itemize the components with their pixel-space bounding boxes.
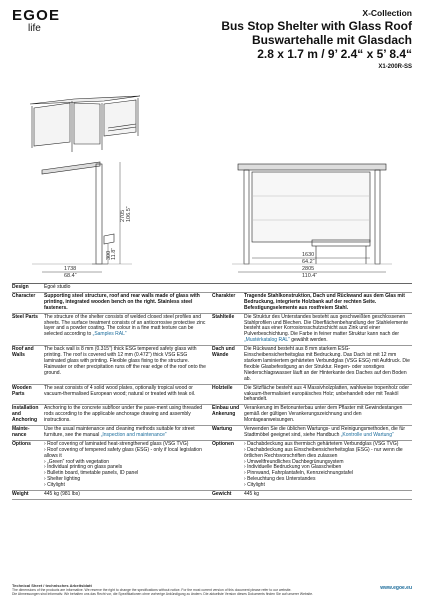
logo-subtext: life	[28, 23, 41, 34]
table-row-steel-parts	[12, 313, 412, 346]
row-text-en: The seat consists of 4 solid wood plates, optionally tropical wood or vacuum-thermalised European wood; natural or treated with teak oil.	[44, 384, 196, 397]
row-text-de-body: Die Struktur des Unterstandes besteht aus geschweißten geschlossenen Stahlprofilen und Blechen. Die Oberflächenbehandlung der Stahlelemente besteht aus einer Korrosionsschutzschicht aus Zink und einer Pulverbeschichtung. Die Farbe in feiner matter Struktur kann nach der	[244, 313, 409, 338]
options-list-en	[42, 441, 210, 490]
list-item: › Shelter lighting	[44, 477, 207, 483]
document-footer	[12, 584, 412, 596]
row-label-en: Weight	[12, 491, 29, 498]
dim-bench: 300	[106, 250, 112, 260]
product-title-de: Buswartehalle mit Glasdach	[251, 33, 412, 47]
row-label: Design	[12, 284, 29, 290]
table-row-options	[12, 440, 412, 490]
footer-title: Technical Sheet / technisches Arbeitsblatt	[12, 583, 92, 588]
side-view	[32, 162, 132, 272]
list-item: › Pinnwand, Fahrplantafeln, Kennzeichnungstafel	[244, 471, 410, 477]
technical-drawing	[12, 92, 412, 278]
row-text-en	[42, 426, 210, 440]
table-row-roof-walls	[12, 345, 412, 383]
table-row-wooden-parts	[12, 384, 412, 405]
list-item: › Umweltfreundliches Dachbegrünungsystem	[244, 460, 410, 466]
list-item: › Dachabdeckung aus thermisch gehärtetem Verbundglas (VSG TVG)	[244, 442, 410, 448]
row-text-de: Die Rückwand besteht aus 8 mm starkem ESG-Einscheibensicherheitsglas mit Bedruckung. Das Dach ist mit 12 mm starkem laminiertem gehärteten Verbundglas (VSG ESG) mit Aufdruck. Die flexible Glasbefestigung an der Struktur. Regen- oder sonstiges Niederschlagswasser läuft an der Hinterkante des Daches auf den Boden ab.	[244, 346, 410, 382]
list-item: › Individual printing on glass panels	[44, 465, 207, 471]
footer-disclaimer-en: The dimensions of the products are informative. We reserve the right to change the specifications without notice. For the most current version of this document please refer to our website.	[12, 588, 292, 592]
row-text-en: 445 kg (981 lbs)	[44, 491, 80, 498]
list-item: › Roof covering of tempered safety glass (ESG) - only if local legislation allows it	[44, 448, 207, 460]
table-row-installation	[12, 404, 412, 425]
row-label-en: Options	[12, 440, 31, 447]
list-item: › Dachabdeckung aus Einscheibensicherheitsglas (ESG) - nur wenn die örtlichen Rechtsvorschriften dies zulassen	[244, 448, 410, 460]
table-row-design	[12, 283, 412, 292]
perspective-view	[30, 96, 140, 152]
row-text-en	[42, 314, 210, 346]
row-text-en-body: Use the usual maintenance and cleaning methods suitable for street furniture, see the manual	[44, 426, 195, 438]
list-item: › Citylight	[244, 483, 410, 489]
row-text-de-tail: gewählt werden.	[291, 337, 328, 344]
row-text-de: Verankerung im Betonunterbau unter dem Pflaster mit Gewindestangen gemäß der gültigen Verankerungszeichnung und den Montageanweisungen.	[244, 405, 403, 424]
row-text-de: 445 kg	[244, 491, 260, 498]
product-dimensions: 2.8 x 1.7 m / 9’ 2.4“ x 5’ 8.4“	[257, 47, 412, 61]
table-row-maintenance	[12, 425, 412, 440]
row-label-de: Charakter	[212, 292, 236, 299]
dim-inner-in: 64.2“	[302, 259, 315, 265]
row-label-en: Wooden Parts	[12, 384, 32, 397]
list-item: › Bulletin board, timetable panels, ID panel	[44, 471, 207, 477]
row-label-de: Einbau und Ankerung	[212, 405, 240, 418]
row-label-en: Character	[12, 292, 36, 299]
row-text-de: Tragende Stahlkonstruktion, Dach und Rückwand aus dem Glas mit Bedruckung, integrierte Holzbank auf der rechten Seite. Befestigungselemente aus rostfreiem Stahl.	[244, 292, 405, 311]
options-list-de	[242, 441, 412, 490]
list-item: › Citylight	[44, 483, 207, 489]
dim-depth: 1738	[64, 266, 77, 272]
row-text-de	[242, 314, 412, 346]
dim-width-in: 110.4“	[302, 273, 318, 278]
row-text-en: The back wall is 8 mm (0.315”) thick ESG tempered safety glass with printing. The roof is covered with 12 mm (0.472”) thick VSG ESG laminated glass with printing. Flexible glass fixing to the structure. Rainwater or other precipitation runs off the rear edge of the roof onto the ground.	[44, 346, 206, 376]
row-label-en: Mainte-nance	[12, 426, 30, 438]
list-item: › Beleuchtung des Unterstandes	[244, 477, 410, 483]
row-text-en: Anchoring to the concrete subfloor under the pave-ment using threaded rods according to the applicable anchorage drawing and assembly instructions.	[44, 405, 203, 424]
dim-inner: 1630	[302, 252, 315, 258]
musterkatalog-ral-link[interactable]: „Mustérkatalog RAL“	[244, 337, 290, 344]
table-row-character	[12, 292, 412, 313]
document-header	[221, 8, 412, 70]
row-label-en: Steel Parts	[12, 313, 38, 320]
collection-name: X-Collection	[362, 8, 412, 18]
dim-depth-in: 68.4“	[64, 273, 77, 278]
kontrolle-wartung-link[interactable]: „Kontrolle und Wartung“	[340, 431, 394, 438]
list-item: › „Green“ roof with vegetation	[44, 460, 207, 466]
row-text-de-body: Verwenden Sie die üblichen Wartungs- und Reinigungsmethoden, die für Stadtmöbel geeignet sind, siehe Handbuch	[244, 426, 406, 438]
dim-width: 2805	[302, 266, 315, 272]
dim-bench-in: 11.8“	[111, 247, 117, 260]
row-text-de	[242, 426, 412, 440]
dim-height: 2705	[120, 209, 126, 222]
row-label-en: Roof and Walls	[12, 346, 34, 359]
product-title-en: Bus Stop Shelter with Glass Roof	[221, 19, 412, 33]
row-label-de: Gewicht	[212, 491, 232, 498]
logo-text: EGOE	[12, 7, 61, 24]
inspection-maintenance-link[interactable]: „Inspection and maintenance“	[100, 431, 167, 438]
row-label-de: Stahlteile	[212, 313, 235, 320]
row-text-de: Die Sitzfläche besteht aus 4 Massivholzplatten, wahlweise tropenholz oder vakuum-thermalisiert europäisches Holz; unbehandelt oder mit Teaköl behandelt.	[244, 384, 410, 403]
footer-disclaimer-de: Die Abmessungen sind informativ. Wir behalten uns das Recht vor, die Spezifikationen ohne vorherige Ankündigung zu ändern. Die aktuellste Version dieses Dokuments finden Sie auf unserer Website.	[12, 592, 314, 596]
row-text-en: Supporting steel structure, roof and rear walls made of glass with printing, integrated wooden bench on the right. Stainless steel fasteners.	[44, 292, 200, 311]
row-label-de: Holzteile	[212, 384, 233, 391]
list-item: › Roof covering of laminated heat-strengthened glass (VSG TVG)	[44, 442, 207, 448]
drawing-svg	[12, 92, 412, 278]
website-link[interactable]: www.egoe.eu	[380, 585, 412, 591]
row-value: Egoé studio	[44, 284, 71, 290]
samples-ral-link[interactable]: „Samples RAL“	[92, 331, 127, 338]
product-code: X1-200R-SS	[378, 64, 412, 70]
row-text-en-body: The structure of the shelter consists of welded closed steel profiles and sheets. The surface treatment consists of an anticorrosive protective zinc layer and a powder coating. The colour in a fine matt texture can be selected according to	[44, 313, 206, 338]
table-row-weight	[12, 490, 412, 500]
row-label-de: Dach und Wände	[212, 346, 235, 359]
dim-height-in: 106.5“	[126, 206, 132, 222]
row-label-de: Optionen	[212, 440, 234, 447]
row-label-de: Wartung	[212, 426, 233, 433]
row-label-en: Installation and Anchoring	[12, 405, 39, 424]
specification-table	[12, 283, 412, 500]
brand-logo[interactable]	[12, 8, 60, 34]
list-item: › Individuelle Bedruckung von Glasscheiben	[244, 465, 410, 471]
